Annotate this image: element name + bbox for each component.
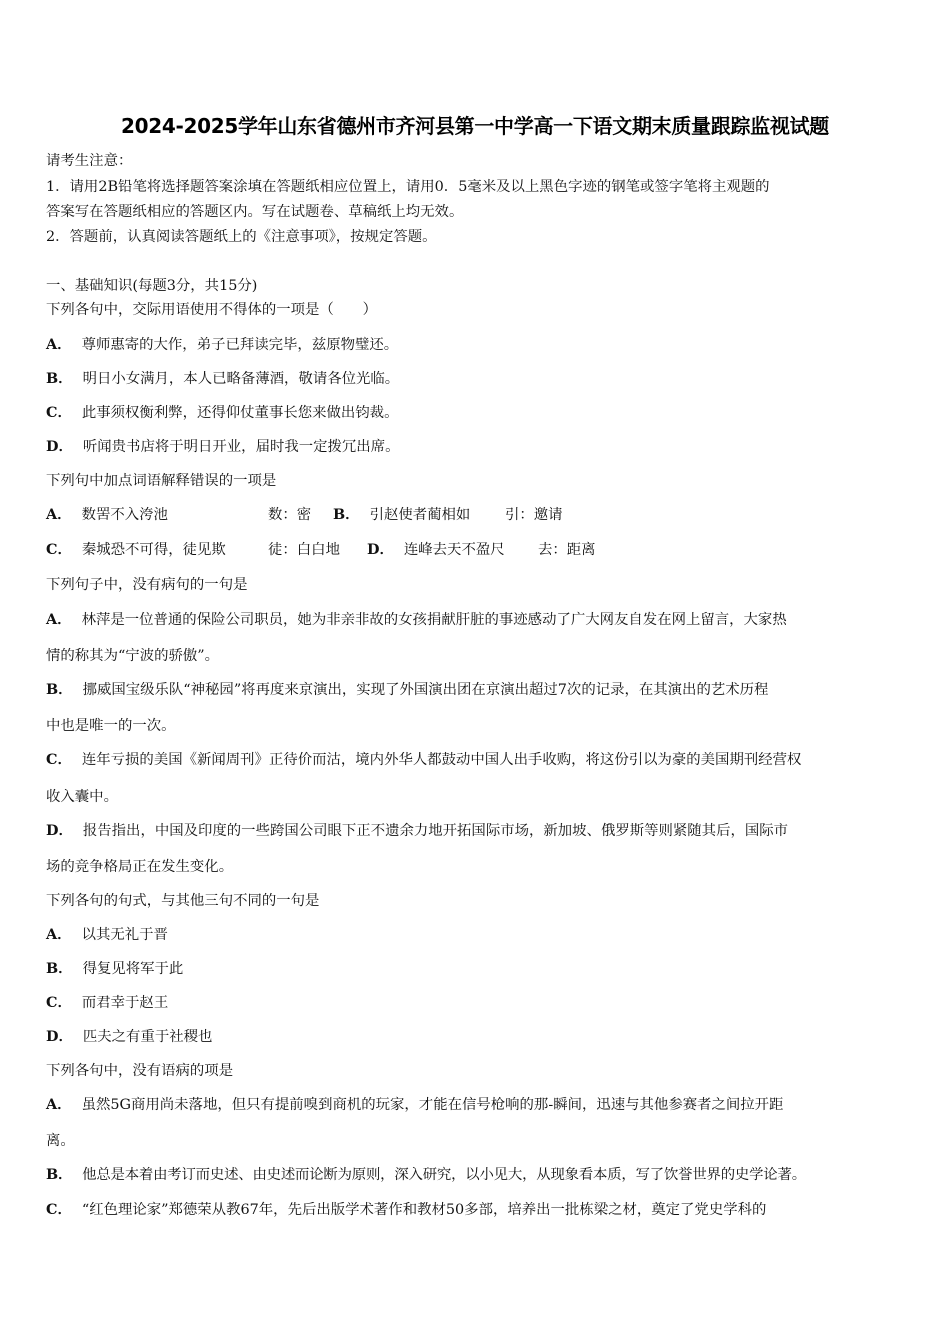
option-label: B． bbox=[46, 1166, 73, 1183]
option-label: D． bbox=[46, 438, 73, 455]
q2-option-d-gloss: 去：距离 bbox=[538, 542, 596, 558]
option-label: D． bbox=[46, 1028, 73, 1045]
notice-item-1-cont: 答案写在答题纸相应的答题区内。写在试题卷、草稿纸上均无效。 bbox=[46, 204, 464, 220]
q2-stem: 下列句中加点词语解释错误的一项是 bbox=[46, 473, 277, 489]
option-text: 而君幸于赵王 bbox=[81, 995, 169, 1011]
option-label: B． bbox=[46, 370, 73, 387]
q3-option-b bbox=[46, 681, 768, 699]
option-text: 匹夫之有重于社稷也 bbox=[82, 1029, 213, 1045]
q3-option-b-cont: 中也是唯一的一次。 bbox=[46, 718, 176, 734]
option-label: A． bbox=[46, 611, 72, 628]
option-phrase: 连峰去天不盈尺 bbox=[403, 542, 505, 558]
q1-stem: 下列各句中，交际用语使用不得体的一项是（ ） bbox=[46, 302, 377, 318]
option-label: A． bbox=[46, 336, 72, 353]
option-phrase: 秦城恐不可得，徒见欺 bbox=[81, 542, 226, 558]
option-text: 他总是本着由考订而史述、由史述而论断为原则，深入研究，以小见大，从现象看本质，写了饮誉世界的史学论著。 bbox=[82, 1167, 806, 1183]
q3-option-c bbox=[46, 751, 801, 769]
q3-option-c-cont: 收入囊中。 bbox=[46, 789, 118, 805]
q3-stem: 下列句子中，没有病句的一句是 bbox=[46, 577, 248, 593]
option-text: 明日小女满月，本人已略备薄酒，敬请各位光临。 bbox=[82, 371, 400, 387]
option-label: C． bbox=[46, 541, 72, 558]
exam-title: 2024-2025学年山东省德州市齐河县第一中学高一下语文期末质量跟踪监视试题 bbox=[121, 114, 829, 138]
option-label: B． bbox=[333, 506, 360, 523]
option-text: 以其无礼于晋 bbox=[81, 927, 168, 943]
option-label: A． bbox=[46, 506, 72, 523]
option-text: 得复见将军于此 bbox=[82, 961, 184, 977]
option-text: 此事须权衡利弊，还得仰仗董事长您来做出钧裁。 bbox=[81, 405, 399, 421]
option-text: “红色理论家”郑德荣从教67年，先后出版学术著作和教材50多部，培养出一批栋梁之材，奠定了党史学科的 bbox=[81, 1202, 767, 1218]
option-label: C． bbox=[46, 994, 72, 1011]
q1-option-a bbox=[46, 336, 398, 354]
option-text: 听闻贵书店将于明日开业，届时我一定拨冗出席。 bbox=[82, 439, 400, 455]
option-label: B． bbox=[46, 681, 73, 698]
q2-option-a bbox=[46, 506, 168, 524]
q3-option-a-cont: 情的称其为“宁波的骄傲”。 bbox=[46, 648, 220, 664]
q3-option-a bbox=[46, 611, 787, 629]
option-label: B． bbox=[46, 960, 73, 977]
q5-option-c bbox=[46, 1201, 766, 1219]
q1-option-b bbox=[46, 370, 399, 388]
q5-option-b bbox=[46, 1166, 806, 1184]
q4-stem: 下列各句的句式，与其他三句不同的一句是 bbox=[46, 893, 320, 909]
q4-option-a bbox=[46, 926, 168, 944]
option-label: A． bbox=[46, 1096, 72, 1113]
q2-option-b-gloss: 引：邀请 bbox=[505, 507, 563, 523]
q1-option-d bbox=[46, 438, 399, 456]
option-label: C． bbox=[46, 1201, 72, 1218]
option-text: 挪威国宝级乐队“神秘园”将再度来京演出，实现了外国演出团在京演出超过7次的记录，在其演出的艺术历程 bbox=[82, 682, 769, 698]
q5-stem: 下列各句中，没有语病的项是 bbox=[46, 1063, 234, 1079]
option-label: C． bbox=[46, 751, 72, 768]
option-text: 林萍是一位普通的保险公司职员，她为非亲非故的女孩捐献肝脏的事迹感动了广大网友自发在网上留言，大家热 bbox=[81, 612, 787, 628]
q4-option-b bbox=[46, 960, 183, 978]
q2-option-b bbox=[333, 506, 470, 524]
q2-option-c-gloss: 徒：白白地 bbox=[268, 542, 340, 558]
notice-heading: 请考生注意： bbox=[46, 153, 133, 169]
q4-option-c bbox=[46, 994, 168, 1012]
q2-option-a-gloss: 数：密 bbox=[268, 507, 312, 523]
q3-option-d bbox=[46, 822, 788, 840]
q5-option-a-cont: 离。 bbox=[46, 1133, 75, 1149]
option-phrase: 数罟不入洿池 bbox=[81, 507, 168, 523]
option-text: 连年亏损的美国《新闻周刊》正待价而沽，境内外华人都鼓动中国人出手收购，将这份引以为豪的美国期刊经营权 bbox=[81, 752, 802, 768]
option-text: 虽然5G商用尚未落地，但只有提前嗅到商机的玩家，才能在信号枪响的那-瞬间，迅速与其他参赛者之间拉开距 bbox=[81, 1097, 784, 1113]
q3-option-d-cont: 场的竞争格局正在发生变化。 bbox=[46, 859, 234, 875]
q1-option-c bbox=[46, 404, 398, 422]
notice-item-2: 2．答题前，认真阅读答题纸上的《注意事项》，按规定答题。 bbox=[46, 229, 437, 245]
option-label: D． bbox=[367, 541, 394, 558]
q2-option-c bbox=[46, 541, 226, 559]
notice-item-1: 1．请用2B铅笔将选择题答案涂填在答题纸相应位置上，请用0．5毫米及以上黑色字迹的钢笔或签字笔将主观题的 bbox=[46, 179, 770, 195]
option-label: A． bbox=[46, 926, 72, 943]
q4-option-d bbox=[46, 1028, 212, 1046]
option-text: 报告指出，中国及印度的一些跨国公司眼下正不遗余力地开拓国际市场，新加坡、俄罗斯等则紧随其后，国际市 bbox=[82, 823, 789, 839]
option-text: 尊师惠寄的大作，弟子已拜读完毕，兹原物璧还。 bbox=[81, 337, 399, 353]
option-label: D． bbox=[46, 822, 73, 839]
q5-option-a bbox=[46, 1096, 783, 1114]
q2-option-d bbox=[367, 541, 505, 559]
section-heading: 一、基础知识(每题3分，共15分) bbox=[46, 278, 258, 294]
option-phrase: 引赵使者蔺相如 bbox=[369, 507, 471, 523]
option-label: C． bbox=[46, 404, 72, 421]
